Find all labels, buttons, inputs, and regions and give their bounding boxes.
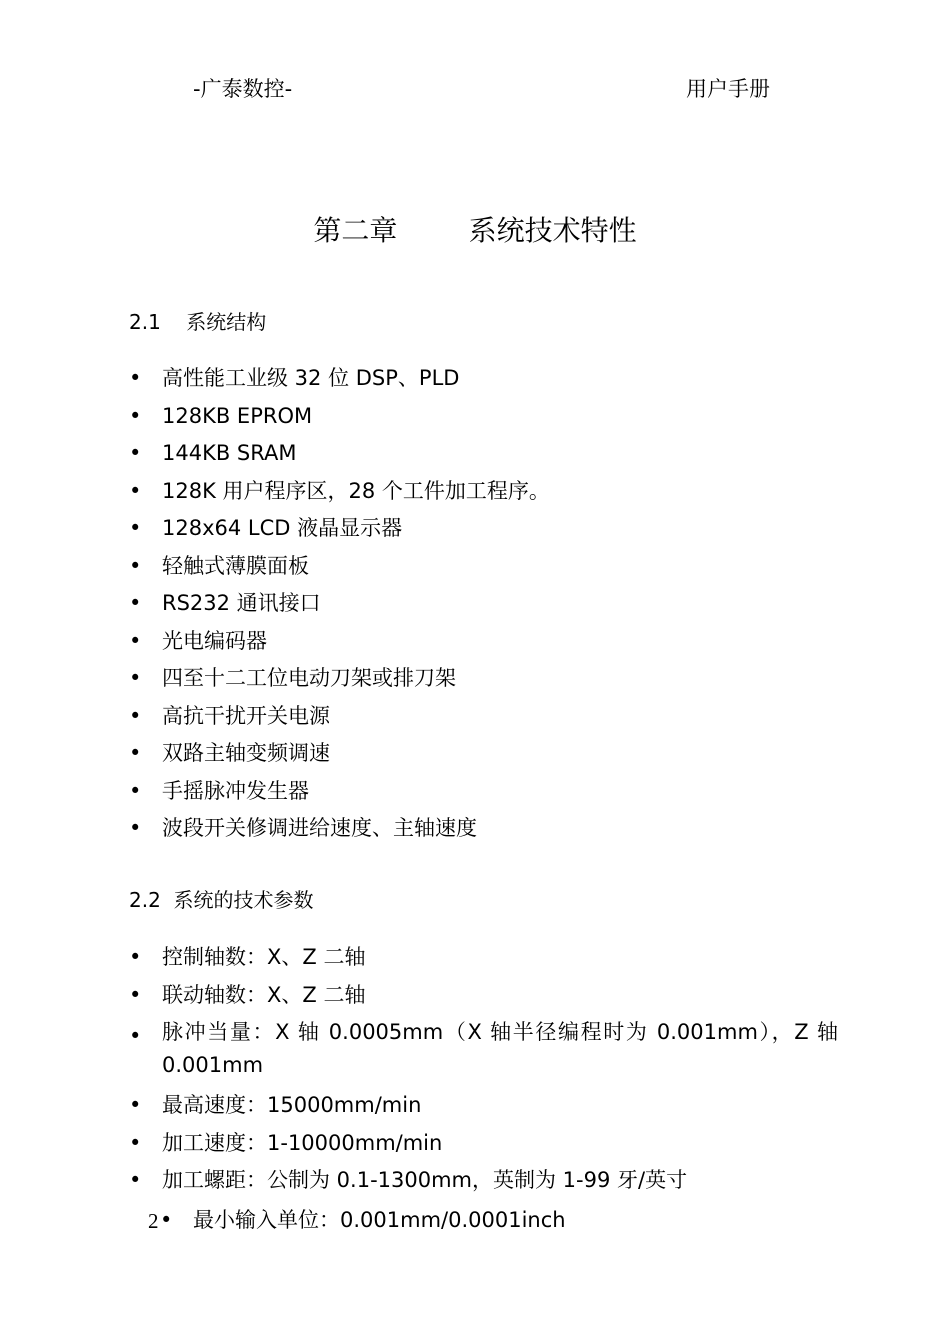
list-item: • 联动轴数：X、Z 二轴 [0, 977, 838, 1015]
bullet-icon: • [129, 516, 142, 540]
system-structure-list [0, 360, 950, 848]
bullet-icon: • [129, 741, 142, 765]
bullet-icon: • [129, 403, 142, 428]
bullet-icon: • [129, 703, 142, 728]
bullet-icon: • [129, 982, 142, 1007]
list-item: • 144KB SRAM [0, 435, 838, 473]
technical-parameters-list [0, 939, 950, 1200]
bullet-icon: • [129, 553, 142, 578]
bullet-icon: • [129, 1093, 142, 1117]
list-item: • RS232 通讯接口 [0, 585, 838, 623]
bullet-icon: • [129, 1130, 142, 1155]
list-item: • 控制轴数：X、Z 二轴 [0, 939, 838, 977]
list-item: • 128K 用户程序区，28 个工件加工程序。 [0, 473, 838, 511]
bullet-icon: • [129, 366, 142, 390]
bullet-icon: • [129, 1168, 142, 1192]
list-item: • 波段开关修调进给速度、主轴速度 [0, 810, 838, 848]
bullet-icon: • [129, 628, 142, 653]
list-item: • 光电编码器 [0, 623, 838, 661]
list-item: • 脉冲当量：X 轴 0.0005mm（X 轴半径编程时为 0.001mm），Z 轴 0.001mm [129, 1020, 838, 1077]
bullet-icon: • [129, 591, 142, 615]
bullet-icon: • [129, 1024, 142, 1048]
bullet-icon: • [129, 666, 142, 690]
list-item: • 加工速度：1-10000mm/min [0, 1125, 838, 1163]
bullet-icon: • [129, 945, 142, 969]
page-number: 2 [148, 1209, 159, 1233]
list-item: • 高抗干扰开关电源 [0, 698, 838, 736]
bullet-icon: • [129, 478, 142, 503]
bullet-icon: • [129, 816, 142, 840]
section-title-technical-parameters: 2.2 系统的技术参数 [129, 888, 314, 912]
bullet-icon: • [129, 441, 142, 465]
list-item: • 四至十二工位电动刀架或排刀架 [0, 660, 838, 698]
list-item: • 128x64 LCD 液晶显示器 [0, 510, 838, 548]
header-company: -广泰数控- [193, 77, 293, 101]
chapter-title: 第二章 系统技术特性 [313, 214, 637, 247]
bullet-icon: • [129, 778, 142, 803]
list-item: • 128KB EPROM [0, 398, 838, 436]
header-manual-title: 用户手册 [686, 77, 770, 101]
list-item: • 双路主轴变频调速 [0, 735, 838, 773]
list-item: • 轻触式薄膜面板 [0, 548, 838, 586]
list-item: • 高性能工业级 32 位 DSP、PLD [0, 360, 838, 398]
list-item: • 手摇脉冲发生器 [0, 773, 838, 811]
list-item: • 加工螺距：公制为 0.1-1300mm，英制为 1-99 牙/英寸 [0, 1162, 838, 1200]
section-title-system-structure: 2.1 系统结构 [129, 310, 267, 334]
bullet-icon: • [160, 1208, 173, 1232]
list-item-text: 最小输入单位：0.001mm/0.0001inch [193, 1208, 566, 1232]
list-item: • 最高速度：15000mm/min [0, 1087, 838, 1125]
